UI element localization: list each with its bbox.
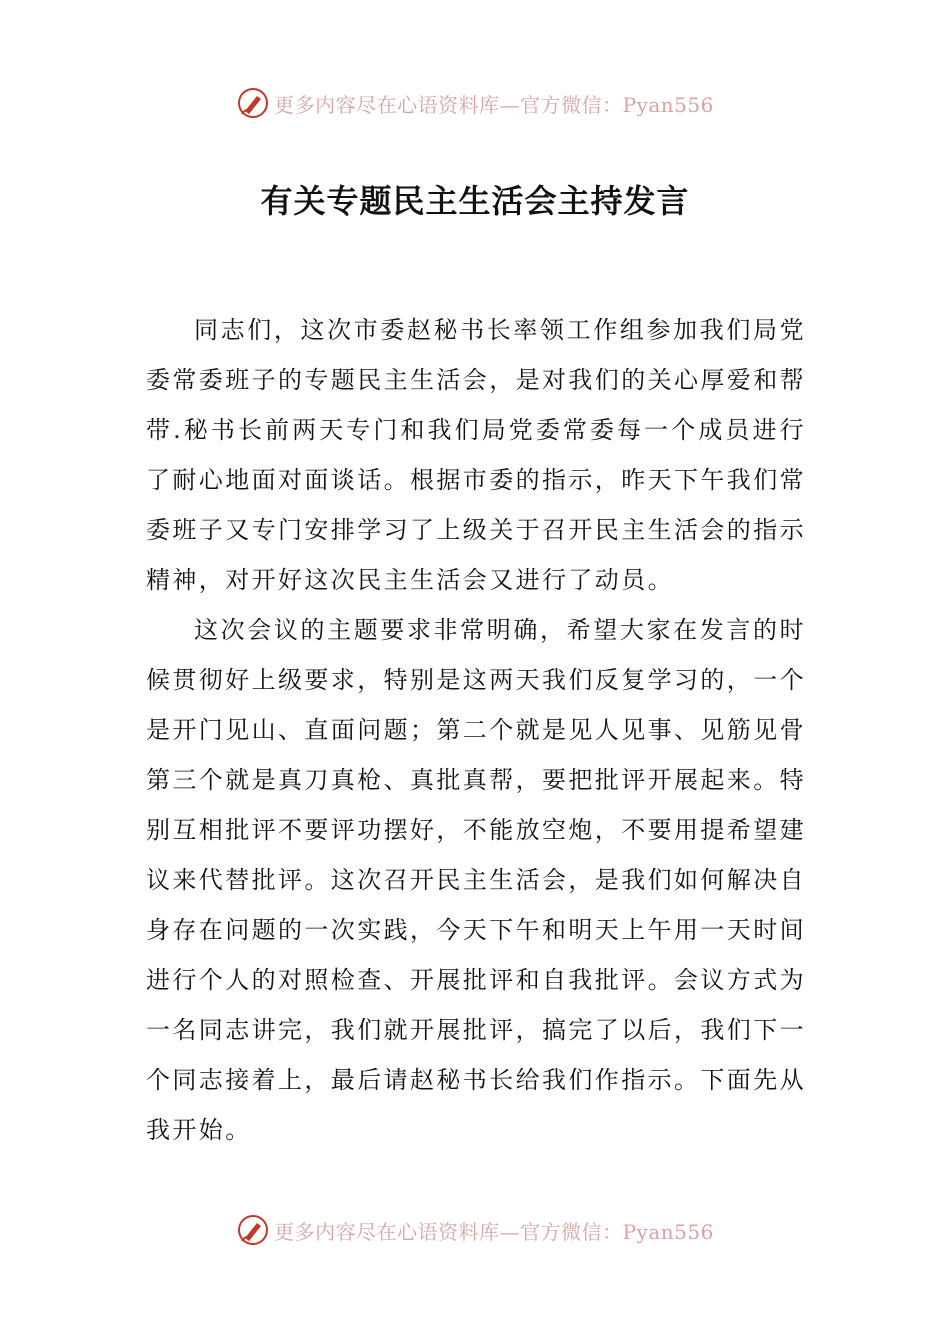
document-body <box>146 305 806 1155</box>
header-banner-text: 更多内容尽在心语资料库—官方微信：Pyan556 <box>274 92 714 117</box>
document-title: 有关专题民主生活会主持发言 <box>260 182 690 220</box>
paragraph-1: 同志们，这次市委赵秘书长率领工作组参加我们局党委常委班子的专题民主生活会，是对我们的关心厚爱和帮带.秘书长前两天专门和我们局党委常委每一个成员进行了耐心地面对面谈话。根据市委的指示，昨天下午我们常委班子又专门安排学习了上级关于召开民主生活会的指示精神，对开好这次民主生活会又进行了动员。 <box>146 316 806 594</box>
paragraph-2: 这次会议的主题要求非常明确，希望大家在发言的时候贯彻好上级要求，特别是这两天我们反复学习的，一个是开门见山、直面问题；第二个就是见人见事、见筋见骨第三个就是真刀真枪、真批真帮，要把批评开展起来。特别互相批评不要评功摆好，不能放空炮，不要用提希望建议来代替批评。这次召开民主生活会，是我们如何解决自身存在问题的一次实践，今天下午和明天上午用一天时间进行个人的对照检查、开展批评和自我批评。会议方式为一名同志讲完，我们就开展批评，搞完了以后，我们下一个同志接着上，最后请赵秘书长给我们作指示。下面先从我开始。 <box>146 616 806 1144</box>
pen-logo-icon <box>236 1213 270 1247</box>
pen-logo-icon <box>236 86 270 120</box>
footer-banner <box>0 1210 950 1250</box>
footer-banner-text: 更多内容尽在心语资料库—官方微信：Pyan556 <box>274 1219 714 1244</box>
header-banner <box>0 83 950 123</box>
